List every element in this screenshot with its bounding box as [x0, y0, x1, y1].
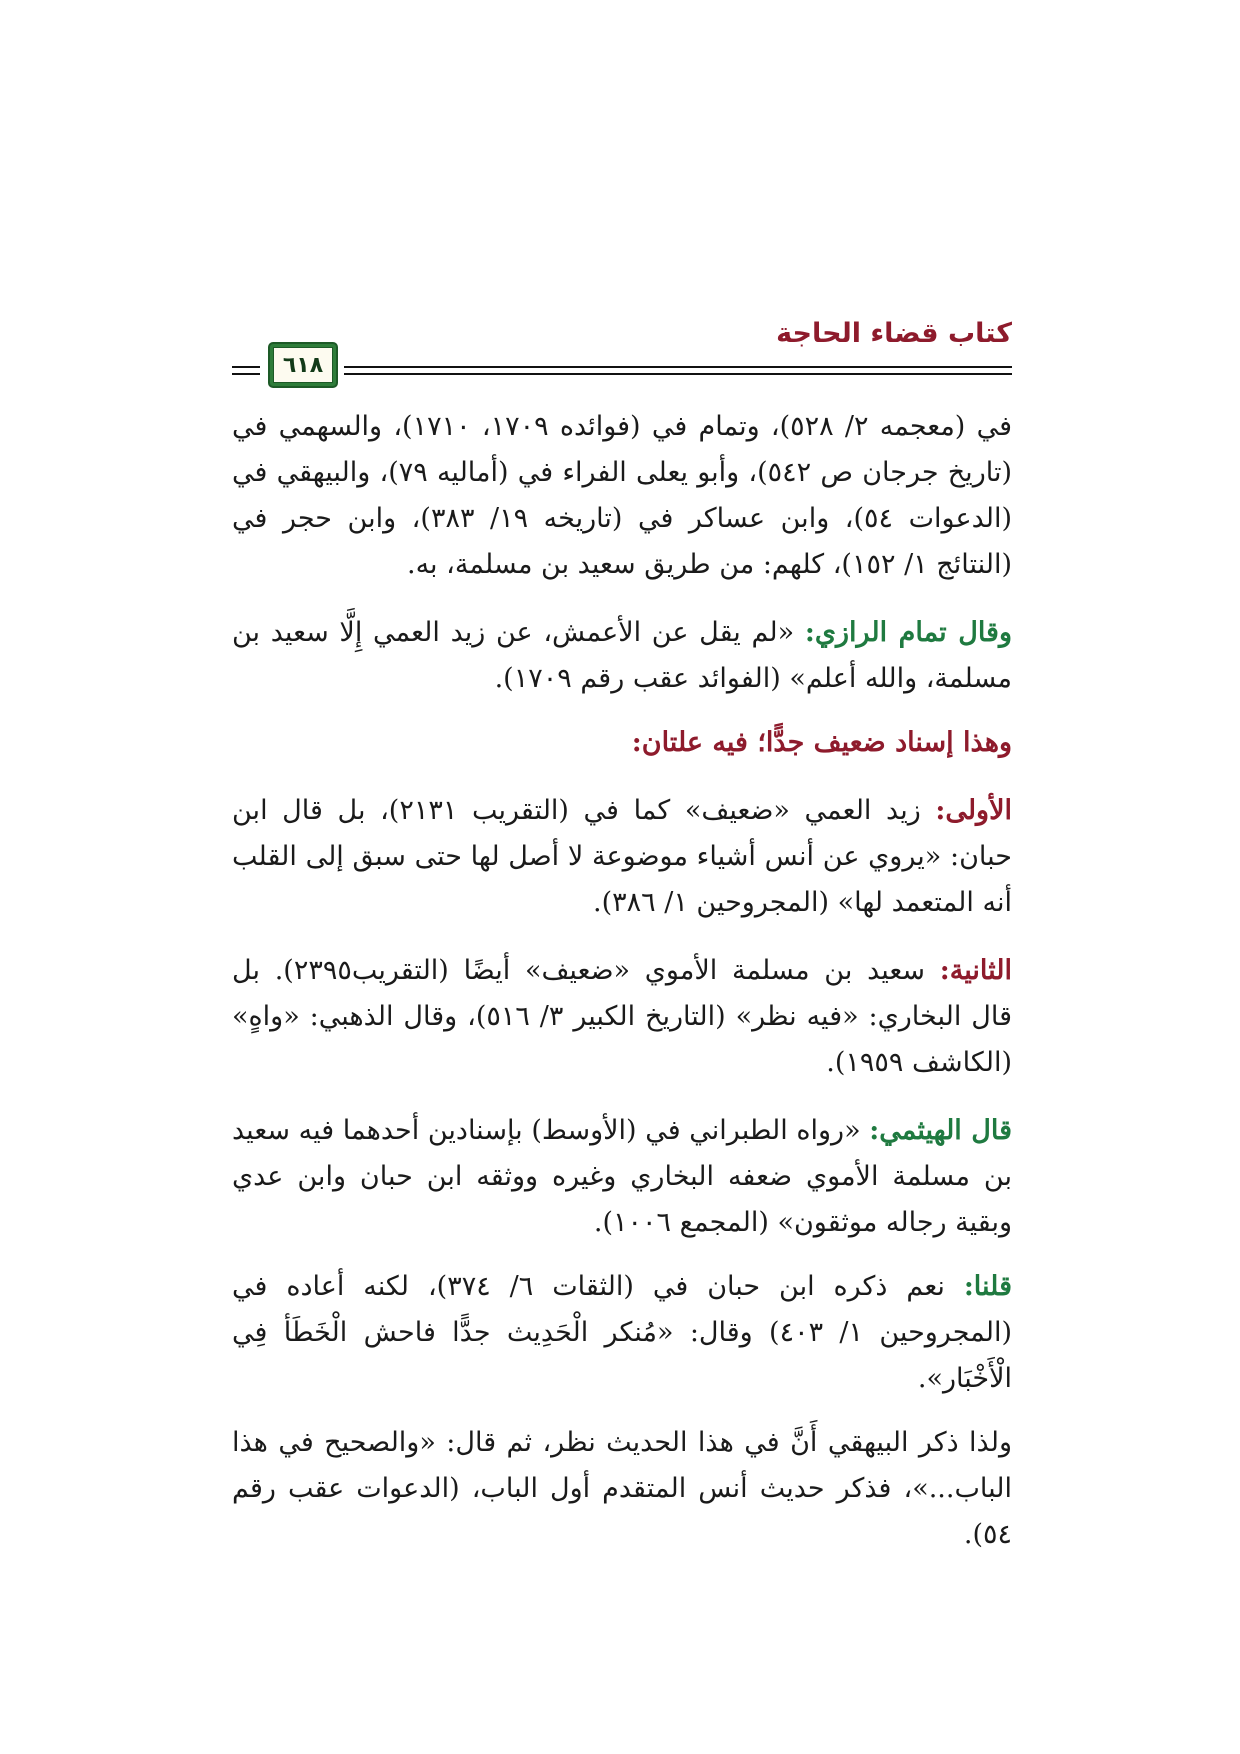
page-header [232, 312, 1012, 388]
paragraph-first-defect [232, 788, 1012, 926]
page-number: ٦١٨ [273, 347, 333, 383]
header-rule [232, 373, 260, 375]
paragraph-tammam-razi [232, 610, 1012, 702]
paragraph-haythami [232, 1108, 1012, 1246]
page-body [232, 404, 1012, 1576]
paragraph-text: نعم ذكره ابن حبان في (الثقات ٦/ ٣٧٤)، لكنه أعاده في (المجروحين ١/ ٤٠٣) وقال: «مُنكر الْحَدِيث جدًّا فاحش الْخَطَأ فِي الْأَخْبَار». [232, 1271, 1013, 1394]
header-rule [232, 366, 260, 368]
paragraph-qulna [232, 1264, 1012, 1402]
paragraph-text: «رواه الطبراني في (الأوسط) بإسنادين أحدهما فيه سعيد بن مسلمة الأموي ضعفه البخاري وغيره ووثقه ابن حبان وابن عدي وبقية رجاله موثقون» (المجمع ١٠٠٦). [232, 1115, 1012, 1238]
paragraph-text: «لم يقل عن الأعمش، عن زيد العمي إِلَّا سعيد بن مسلمة، والله أعلم» (الفوائد عقب رقم ١٧٠٩). [232, 617, 1012, 694]
paragraph-text: في (معجمه ٢/ ٥٢٨)، وتمام في (فوائده ١٧٠٩، ١٧١٠)، والسهمي في (تاريخ جرجان ص ٥٤٢)، وأبو يعلى الفراء في (أماليه ٧٩)، والبيهقي في (الدعوات ٥٤)، وابن عساكر في (تاريخه ١٩/ ٣٨٣)، وابن حجر في (النتائج ١/ ١٥٢)، كلهم: من طريق سعيد بن مسلمة، به. [232, 411, 1013, 580]
heading-text: وهذا إسناد ضعيف جدًّا؛ فيه علتان: [631, 727, 1012, 758]
header-rule [344, 366, 1012, 368]
paragraph-text: زيد العمي «ضعيف» كما في (التقريب ٢١٣١)، بل قال ابن حبان: «يروي عن أنس أشياء موضوعة لا أصل لها حتى سبق إلى القلب أنه المتعمد لها» (المجروحين ١/ ٣٨٦). [232, 795, 1012, 918]
page-number-frame [268, 342, 338, 388]
section-heading [232, 720, 1012, 766]
paragraph-sources [232, 404, 1012, 588]
paragraph-second-defect [232, 948, 1012, 1086]
paragraph-text: ولذا ذكر البيهقي أَنَّ في هذا الحديث نظر، ثم قال: «والصحيح في هذا الباب...»، فذكر حديث أنس المتقدم أول الباب، (الدعوات عقب رقم ٥٤). [232, 1427, 1012, 1550]
paragraph-text: سعيد بن مسلمة الأموي «ضعيف» أيضًا (التقريب٢٣٩٥). بل قال البخاري: «فيه نظر» (التاريخ الكبير ٣/ ٥١٦)، وقال الذهبي: «واهٍ» (الكاشف ١٩٥٩). [232, 955, 1012, 1078]
paragraph-lead: الأولى: [935, 795, 1012, 826]
paragraph-lead: قال الهيثمي: [869, 1115, 1013, 1146]
book-title: كتاب قضاء الحاجة [776, 318, 1012, 349]
paragraph-lead: الثانية: [939, 955, 1012, 986]
header-rule [344, 373, 1012, 375]
paragraph-bayhaqi [232, 1420, 1012, 1558]
paragraph-lead: وقال تمام الرازي: [804, 617, 1012, 648]
paragraph-lead: قلنا: [963, 1271, 1012, 1302]
